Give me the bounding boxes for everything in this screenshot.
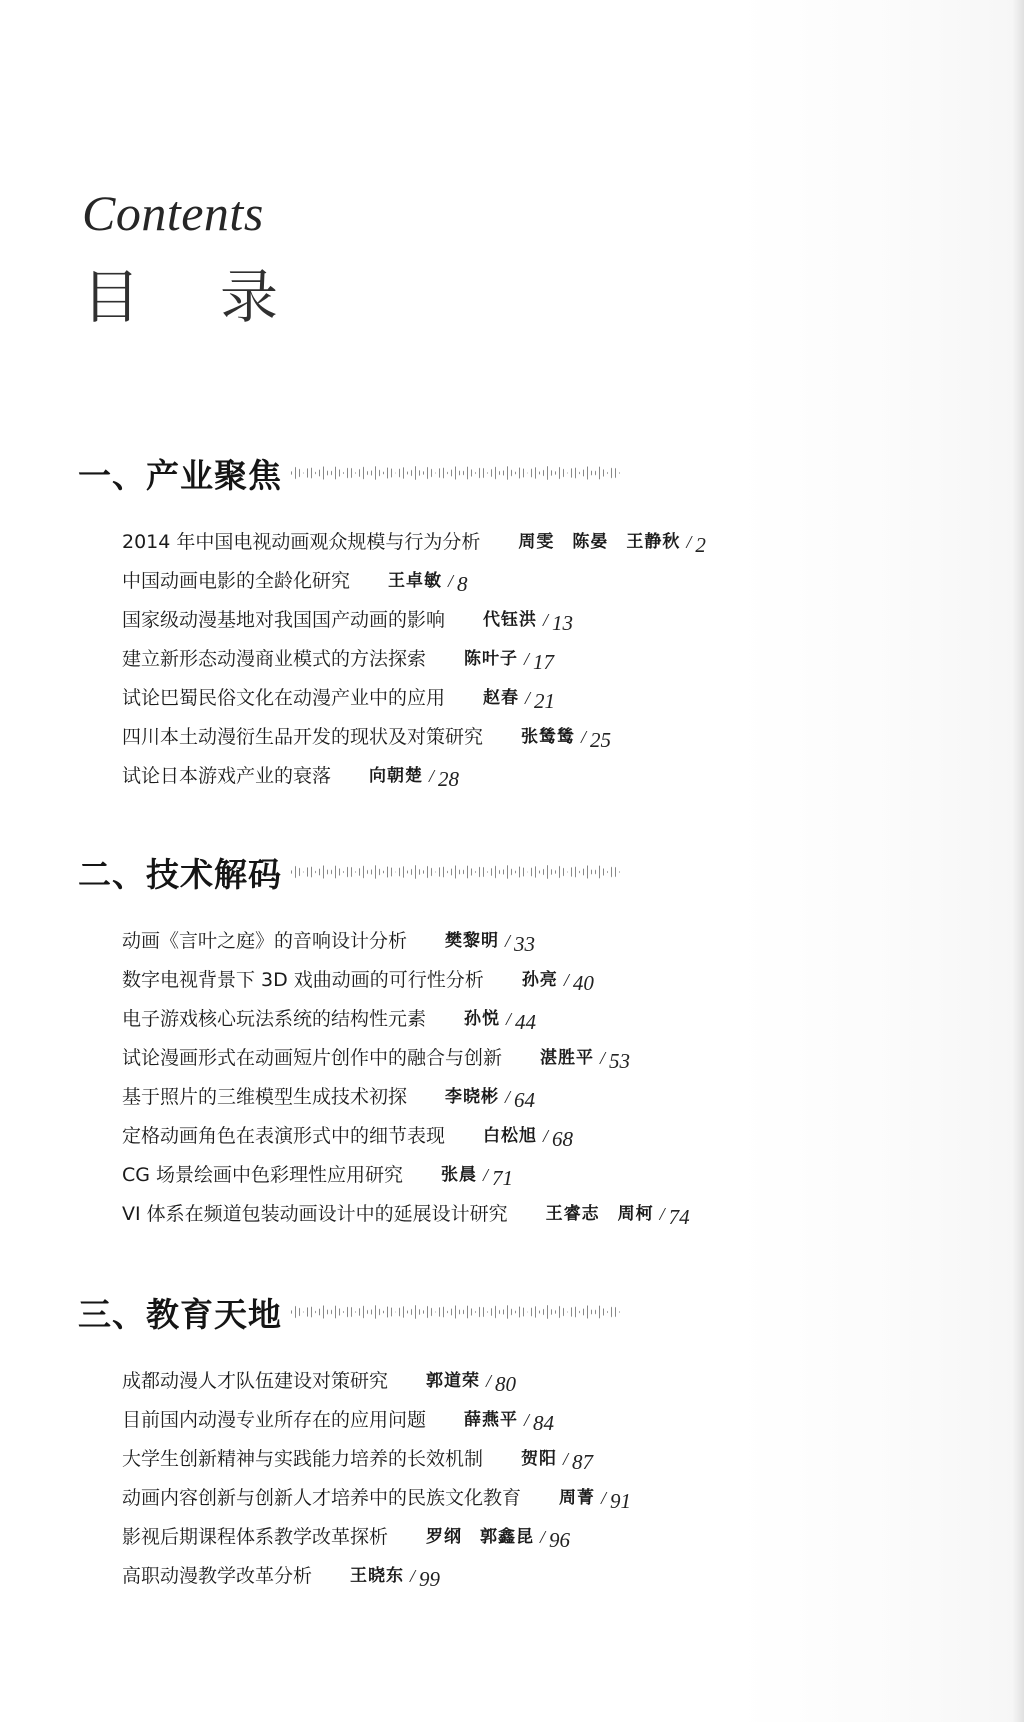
- section-title: 一、产业聚焦: [78, 455, 282, 495]
- entry-title: 动画《言叶之庭》的音响设计分析: [122, 930, 408, 952]
- section-ornament-rule: [290, 865, 620, 879]
- toc-entry[interactable]: [122, 1039, 938, 1078]
- entry-separator: /: [506, 1009, 512, 1029]
- entry-authors: 代钰洪: [483, 610, 538, 630]
- entry-authors: 王睿志 周柯: [545, 1204, 654, 1224]
- entry-title: 试论巴蜀民俗文化在动漫产业中的应用: [122, 687, 446, 709]
- toc-entry[interactable]: [122, 1195, 938, 1234]
- toc-entry[interactable]: [122, 1078, 938, 1117]
- entry-authors: 周菁: [559, 1488, 596, 1508]
- entry-authors: 向朝楚: [369, 766, 424, 786]
- entry-authors: 周雯 陈晏 王静秋: [518, 532, 681, 552]
- entry-title: 定格动画角色在表演形式中的细节表现: [122, 1125, 446, 1147]
- section-education-world: [78, 1287, 938, 1596]
- toc-entry[interactable]: [122, 1557, 938, 1596]
- entry-authors: 张鸶鸶: [521, 727, 576, 747]
- section-entry-list: [122, 1362, 938, 1596]
- entry-separator: /: [540, 1527, 546, 1547]
- entry-separator: /: [581, 727, 587, 747]
- entry-authors: 樊黎明: [445, 931, 500, 951]
- toc-entry[interactable]: [122, 1518, 938, 1557]
- entry-separator: /: [563, 970, 569, 990]
- entry-title: VI 体系在频道包装动画设计中的延展设计研究: [122, 1203, 508, 1225]
- section-ornament-rule: [290, 1305, 620, 1319]
- section-technology-decoding: [78, 847, 938, 1234]
- entry-page-number: 99: [419, 1567, 441, 1591]
- entry-page-number: 84: [533, 1411, 555, 1435]
- entry-authors: 湛胜平: [540, 1048, 595, 1068]
- toc-entry[interactable]: [122, 1440, 938, 1479]
- entry-title: 高职动漫教学改革分析: [122, 1565, 313, 1587]
- entry-authors: 李晓彬: [445, 1087, 500, 1107]
- entry-authors: 陈叶子: [464, 649, 519, 669]
- entry-separator: /: [505, 931, 511, 951]
- contents-title-cn-left: 目: [82, 263, 141, 331]
- section-header: [78, 1287, 938, 1337]
- entry-title: 数字电视背景下 3D 戏曲动画的可行性分析: [122, 969, 484, 991]
- entry-separator: /: [448, 571, 454, 591]
- entry-separator: /: [601, 1488, 607, 1508]
- entry-page-number: 17: [533, 650, 555, 674]
- entry-authors: 郭道荣: [426, 1371, 481, 1391]
- entry-authors: 王晓东: [350, 1566, 405, 1586]
- toc-entry[interactable]: [122, 718, 938, 757]
- entry-page-number: 80: [495, 1372, 517, 1396]
- contents-title-cn-right: 录: [220, 263, 279, 331]
- entry-page-number: 87: [572, 1450, 594, 1474]
- entry-title: 电子游戏核心玩法系统的结构性元素: [122, 1008, 427, 1030]
- entry-page-number: 21: [534, 689, 556, 713]
- entry-page-number: 91: [610, 1489, 632, 1513]
- entry-title: 大学生创新精神与实践能力培养的长效机制: [122, 1448, 484, 1470]
- toc-entry[interactable]: [122, 961, 938, 1000]
- toc-entry[interactable]: [122, 1479, 938, 1518]
- page-edge-shadow: [1012, 0, 1024, 1722]
- entry-authors: 孙亮: [521, 970, 558, 990]
- section-entry-list: [122, 922, 938, 1234]
- entry-title: 建立新形态动漫商业模式的方法探索: [122, 648, 427, 670]
- entry-title: 2014 年中国电视动画观众规模与行为分析: [122, 531, 481, 553]
- entry-separator: /: [563, 1449, 569, 1469]
- section-title: 二、技术解码: [78, 854, 282, 894]
- entry-page-number: 25: [590, 728, 612, 752]
- entry-page-number: 28: [438, 767, 460, 791]
- entry-separator: /: [429, 766, 435, 786]
- toc-entry[interactable]: [122, 1000, 938, 1039]
- entry-page-number: 8: [457, 572, 468, 596]
- entry-separator: /: [505, 1087, 511, 1107]
- entry-separator: /: [524, 1410, 530, 1430]
- toc-entry[interactable]: [122, 562, 938, 601]
- entry-separator: /: [524, 649, 530, 669]
- entry-title: 国家级动漫基地对我国国产动画的影响: [122, 609, 446, 631]
- toc-entry[interactable]: [122, 679, 938, 718]
- entry-separator: /: [600, 1048, 606, 1068]
- entry-page-number: 40: [572, 971, 594, 995]
- entry-title: 试论日本游戏产业的衰落: [122, 765, 332, 787]
- entry-authors: 白松旭: [483, 1126, 538, 1146]
- entry-separator: /: [486, 1371, 492, 1391]
- entry-title: 目前国内动漫专业所存在的应用问题: [122, 1409, 427, 1431]
- contents-title-cn: [82, 263, 279, 331]
- toc-entry[interactable]: [122, 1117, 938, 1156]
- entry-title: 动画内容创新与创新人才培养中的民族文化教育: [122, 1487, 522, 1509]
- entry-authors: 贺阳: [521, 1449, 558, 1469]
- entry-title: 影视后期课程体系教学改革探析: [122, 1526, 389, 1548]
- entry-page-number: 33: [514, 932, 536, 956]
- entry-separator: /: [659, 1204, 665, 1224]
- entry-page-number: 64: [514, 1088, 536, 1112]
- toc-entry[interactable]: [122, 601, 938, 640]
- entry-authors: 王卓敏: [388, 571, 443, 591]
- entry-authors: 赵春: [483, 688, 520, 708]
- entry-authors: 罗纲 郭鑫昆: [426, 1527, 535, 1547]
- toc-entry[interactable]: [122, 640, 938, 679]
- entry-separator: /: [686, 532, 692, 552]
- entry-authors: 张晨: [441, 1165, 478, 1185]
- toc-entry[interactable]: [122, 1156, 938, 1195]
- entry-separator: /: [543, 1126, 549, 1146]
- section-entry-list: [122, 523, 938, 796]
- entry-separator: /: [543, 610, 549, 630]
- entry-title: 试论漫画形式在动画短片创作中的融合与创新: [122, 1047, 503, 1069]
- section-title: 三、教育天地: [78, 1294, 282, 1334]
- entry-separator: /: [483, 1165, 489, 1185]
- entry-page-number: 68: [552, 1127, 574, 1151]
- entry-separator: /: [525, 688, 531, 708]
- entry-page-number: 53: [609, 1049, 631, 1073]
- entry-title: 中国动画电影的全龄化研究: [122, 570, 351, 592]
- contents-title-en: Contents: [82, 185, 264, 241]
- entry-separator: /: [410, 1566, 416, 1586]
- entry-page-number: 74: [668, 1205, 690, 1229]
- section-ornament-rule: [290, 466, 620, 480]
- toc-entry[interactable]: [122, 523, 938, 562]
- entry-title: CG 场景绘画中色彩理性应用研究: [122, 1164, 404, 1186]
- entry-title: 成都动漫人才队伍建设对策研究: [122, 1370, 389, 1392]
- entry-page-number: 2: [695, 533, 706, 557]
- toc-entry[interactable]: [122, 1362, 938, 1401]
- section-header: [78, 448, 938, 498]
- entry-title: 基于照片的三维模型生成技术初探: [122, 1086, 408, 1108]
- section-industry-focus: [78, 448, 938, 796]
- entry-page-number: 71: [492, 1166, 514, 1190]
- entry-title: 四川本土动漫衍生品开发的现状及对策研究: [122, 726, 484, 748]
- entry-page-number: 44: [515, 1010, 537, 1034]
- section-header: [78, 847, 938, 897]
- entry-authors: 薛燕平: [464, 1410, 519, 1430]
- toc-entry[interactable]: [122, 1401, 938, 1440]
- entry-authors: 孙悦: [464, 1009, 501, 1029]
- entry-page-number: 13: [552, 611, 574, 635]
- entry-page-number: 96: [549, 1528, 571, 1552]
- toc-entry[interactable]: [122, 922, 938, 961]
- toc-entry[interactable]: [122, 757, 938, 796]
